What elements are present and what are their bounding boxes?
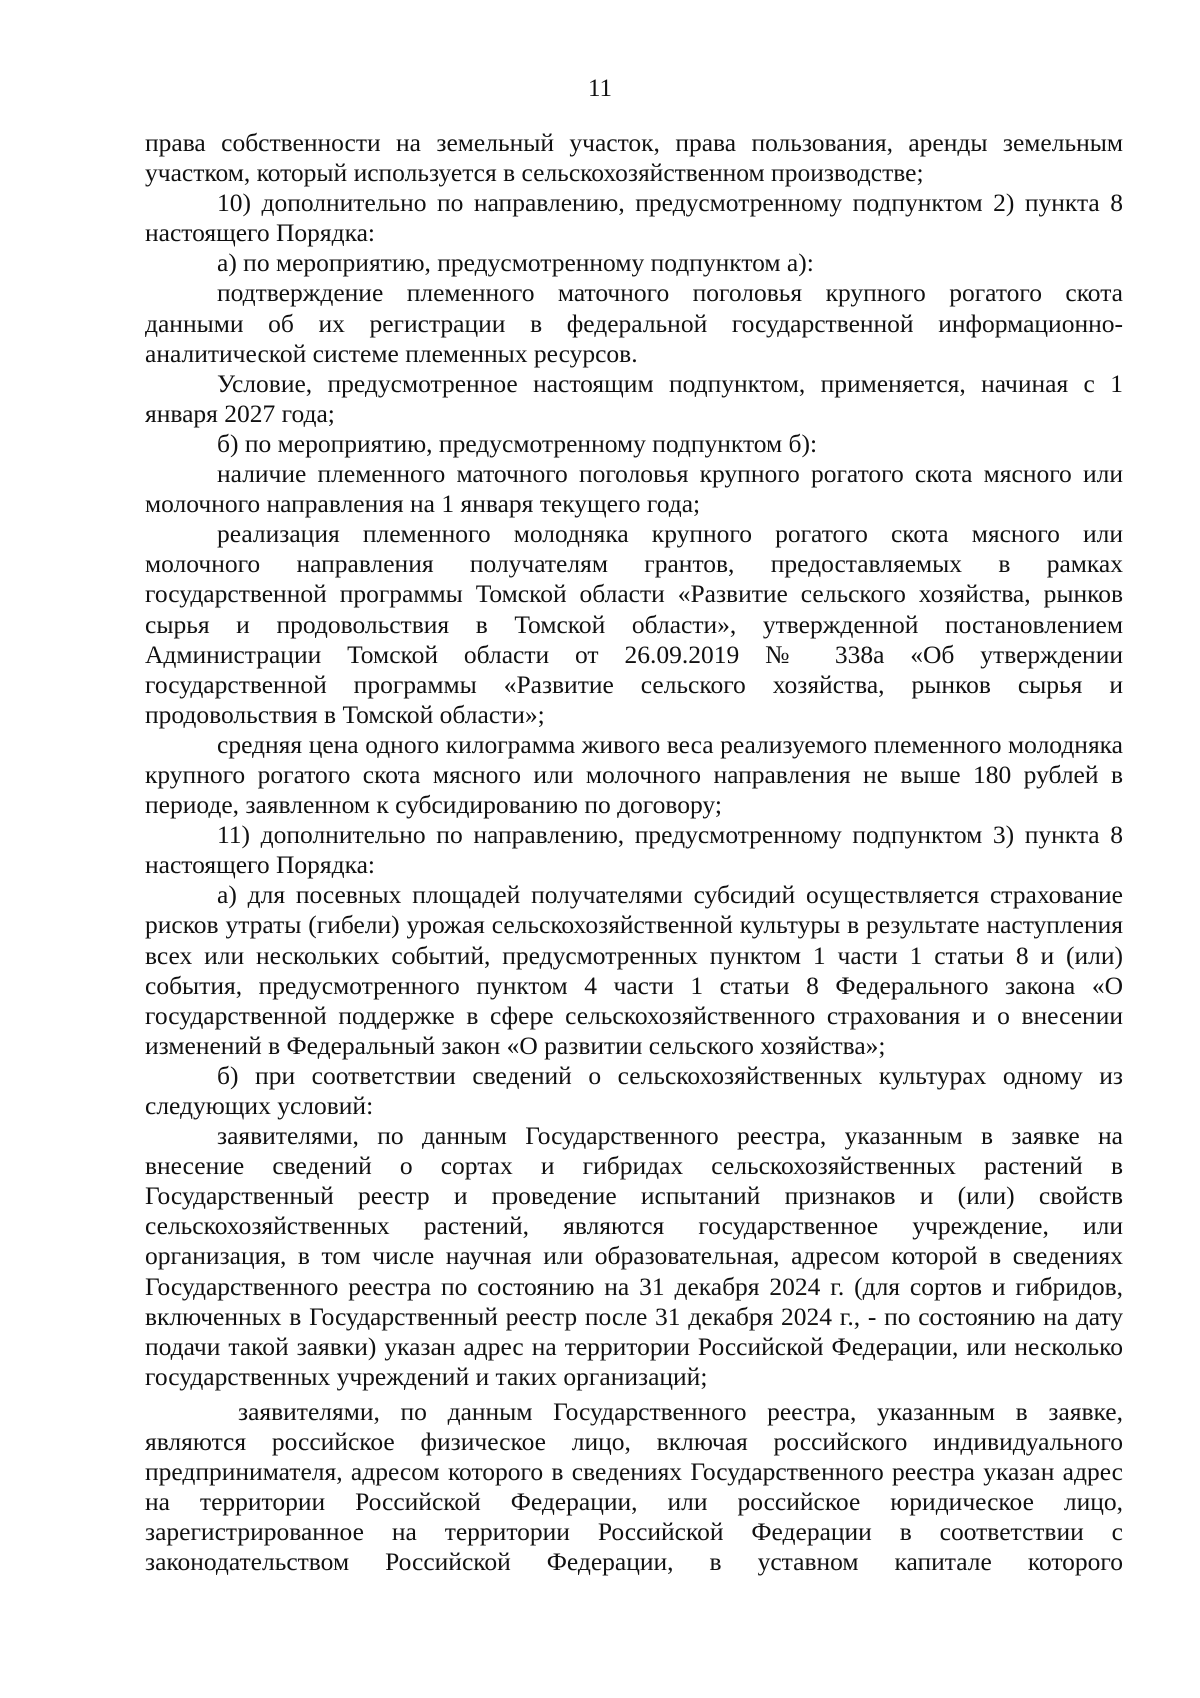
paragraph: заявителями, по данным Государственного реестра, указанным в заявке на внесение сведений о сортах и гибридах сельскохозяйственных растений в Государственный реестр и проведение испытаний признаков и (или) свойств сельскохозяйственных растений, являются государственное учреждение, или организация, в том числе научная или образовательная, адресом которой в сведениях Государственного реестра по состоянию на 31 декабря 2024 г. (для сортов и гибридов, включенных в Государственный реестр после 31 декабря 2024 г., - по состоянию на дату подачи такой заявки) указан адрес на территории Российской Федерации, или несколько государственных учреждений и таких организаций; [145,1121,1123,1391]
paragraph: реализация племенного молодняка крупного рогатого скота мясного или молочного направления получателям грантов, предоставляемых в рамках государственной программы Томской области «Развитие сельского хозяйства, рынков сырья и продовольствия в Томской области», утвержденной постановлением Администрации Томской области от 26.09.2019 № 338а «Об утверждении государственной программы «Развитие сельского хозяйства, рынков сырья и продовольствия в Томской области»; [145,519,1123,729]
paragraph: б) по мероприятию, предусмотренному подпунктом б): [217,428,818,458]
document-body [145,128,1123,1578]
paragraph: подтверждение племенного маточного поголовья крупного рогатого скота данными об их регистрации в федеральной государственной информационно-аналитической системе племенных ресурсов. [145,278,1123,368]
paragraph: 10) дополнительно по направлению, предусмотренному подпунктом 2) пункта 8 настоящего Порядка: [145,188,1123,248]
paragraph: Условие, предусмотренное настоящим подпунктом, применяется, начиная с 1 января 2027 года; [145,368,1123,428]
paragraph: а) для посевных площадей получателями субсидий осуществляется страхование рисков утраты (гибели) урожая сельскохозяйственной культуры в результате наступления всех или нескольких событий, предусмотренных пунктом 1 части 1 статьи 8 и (или) события, предусмотренного пунктом 4 части 1 статьи 8 Федерального закона «О государственной поддержке в сфере сельскохозяйственного страхования и о внесении изменений в Федеральный закон «О развитии сельского хозяйства»; [145,880,1123,1060]
paragraph: б) при соответствии сведений о сельскохозяйственных культурах одному из следующих условий: [145,1060,1123,1120]
paragraph: 11) дополнительно по направлению, предусмотренному подпунктом 3) пункта 8 настоящего Порядка: [145,820,1123,880]
paragraph: права собственности на земельный участок, права пользования, аренды земельным участком, который используется в сельскохозяйственном производстве; [145,128,1123,188]
paragraph: наличие племенного маточного поголовья крупного рогатого скота мясного или молочного направления на 1 января текущего года; [145,459,1123,519]
paragraph: средняя цена одного килограмма живого веса реализуемого племенного молодняка крупного рогатого скота мясного или молочного направления не выше 180 рублей в периоде, заявленном к субсидированию по договору; [145,729,1123,820]
page-number: 11 [587,75,613,102]
paragraph: заявителями, по данным Государственного реестра, указанным в заявке, являются российское физическое лицо, включая российского индивидуального предпринимателя, адресом которого в сведениях Государственного реестра указан адрес на территории Российской Федерации, или российское юридическое лицо, зарегистрированное на территории Российской Федерации в соответствии с законодательством Российской Федерации, в уставном капитале которого [145,1396,1123,1577]
paragraph: а) по мероприятию, предусмотренному подпунктом а): [217,248,814,278]
